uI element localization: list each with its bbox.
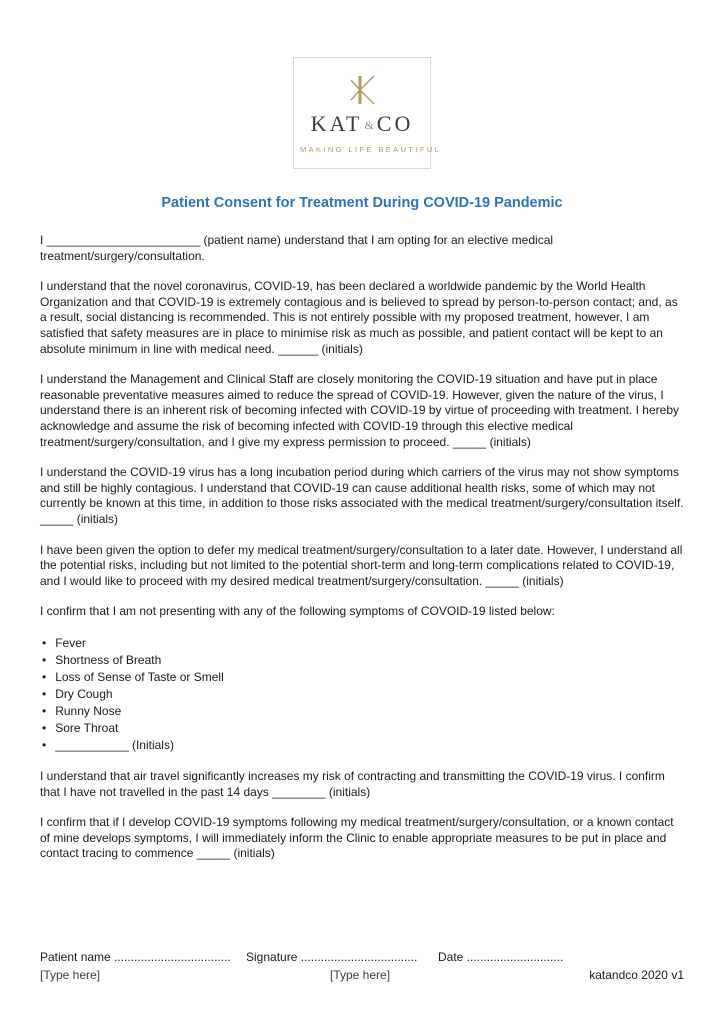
- signature-labels-row: [40, 950, 684, 964]
- paragraph-incubation-period: I understand the COVID-19 virus has a long incubation period during which carriers of the virus may not show symptoms and still be highly contagious. I understand that COVID-19 can cause additional health risks, some of which may not currently be known at this time, in addition to those risks associated with the medical treatment/surgery/consultation itself. _____ (initials): [40, 465, 684, 526]
- page-title: Patient Consent for Treatment During COVID-19 Pandemic: [161, 195, 563, 211]
- paragraph-pandemic-declaration: I understand that the novel coronavirus, COVID-19, has been declared a worldwide pandemic by the World Health Organization and that COVID-19 is extremely contagious and is believed to spread by person-to-person contact; and, as a result, social distancing is recommended. This is not entirely possible with my proposed treatment, however, I am satisfied that safety measures are in place to minimise risk as much as possible, and patient contact will be kept to an absolute minimum in line with medical need. ______ (initials): [40, 279, 678, 356]
- paragraph-monitoring-risk: I understand the Management and Clinical Staff are closely monitoring the COVID-19 situation and have put in place reasonable preventative measures aimed to reduce the spread of COVID-19. However, given the nature of the virus, I understand there is an inherent risk of becoming infected with COVID-19 by virtue of proceeding with treatment. I hereby acknowledge and assume the risk of becoming infected with COVID-19 through this elective medical treatment/surgery/consultation, and I give my express permission to proceed. _____ (initials): [40, 372, 679, 449]
- signature-label: Signature ...................................: [246, 950, 418, 964]
- brand-name: [300, 111, 424, 137]
- brand-logo: [293, 57, 442, 169]
- date-label: Date .............................: [438, 950, 564, 964]
- signature-inputs-row: [40, 968, 684, 982]
- symptom-shortness-of-breath: • Shortness of Breath: [42, 652, 684, 669]
- brand-tagline: MAKING LIFE BEAUTIFUL: [300, 145, 442, 154]
- signature-type-here-field[interactable]: [Type here]: [330, 968, 391, 982]
- paragraph-air-travel: I understand that air travel significantly increases my risk of contracting and transmitting the COVID-19 virus. I confirm that I have not travelled in the past 14 days ________ (initials): [40, 769, 665, 799]
- symptom-runny-nose: • Runny Nose: [42, 703, 684, 720]
- symptom-fever: • Fever: [42, 635, 684, 652]
- document-version: katandco 2020 v1: [589, 968, 684, 982]
- paragraph-patient-name-blank: I _______________________ (patient name) understand that I am opting for an elective medical treatment/surgery/consultation.: [40, 233, 554, 263]
- brand-logo-icon: [345, 74, 379, 106]
- symptoms-initials-line: • ___________ (Initials): [42, 737, 684, 754]
- brand-name-ampersand: &: [364, 118, 375, 132]
- patient-name-type-here-field[interactable]: [Type here]: [40, 968, 101, 982]
- brand-name-kat: KAT: [310, 111, 363, 136]
- symptom-loss-of-taste-smell: • Loss of Sense of Taste or Smell: [42, 669, 684, 686]
- signature-block: [40, 950, 684, 982]
- paragraph-develop-symptoms: I confirm that if I develop COVID-19 symptoms following my medical treatment/surgery/consultation, or a known contact of mine develops symptoms, I will immediately inform the Clinic to enable appropriate measures to be put in place and contact tracing to commence _____ (initials): [40, 815, 674, 861]
- symptom-dry-cough: • Dry Cough: [42, 686, 684, 703]
- paragraph-defer-option: I have been given the option to defer my medical treatment/surgery/consultation to a later date. However, I understand all the potential risks, including but not limited to the potential short-term and long-term complications related to COVID-19, and I would like to proceed with my desired medical treatment/surgery/consultation. _____ (initials): [40, 542, 683, 588]
- symptoms-list: [42, 635, 684, 754]
- brand-name-co: CO: [376, 111, 414, 136]
- patient-name-label: Patient name ...................................: [40, 950, 231, 964]
- paragraph-symptoms-intro: I confirm that I am not presenting with any of the following symptoms of COVOID-19 listed below:: [40, 604, 555, 619]
- symptom-sore-throat: • Sore Throat: [42, 720, 684, 737]
